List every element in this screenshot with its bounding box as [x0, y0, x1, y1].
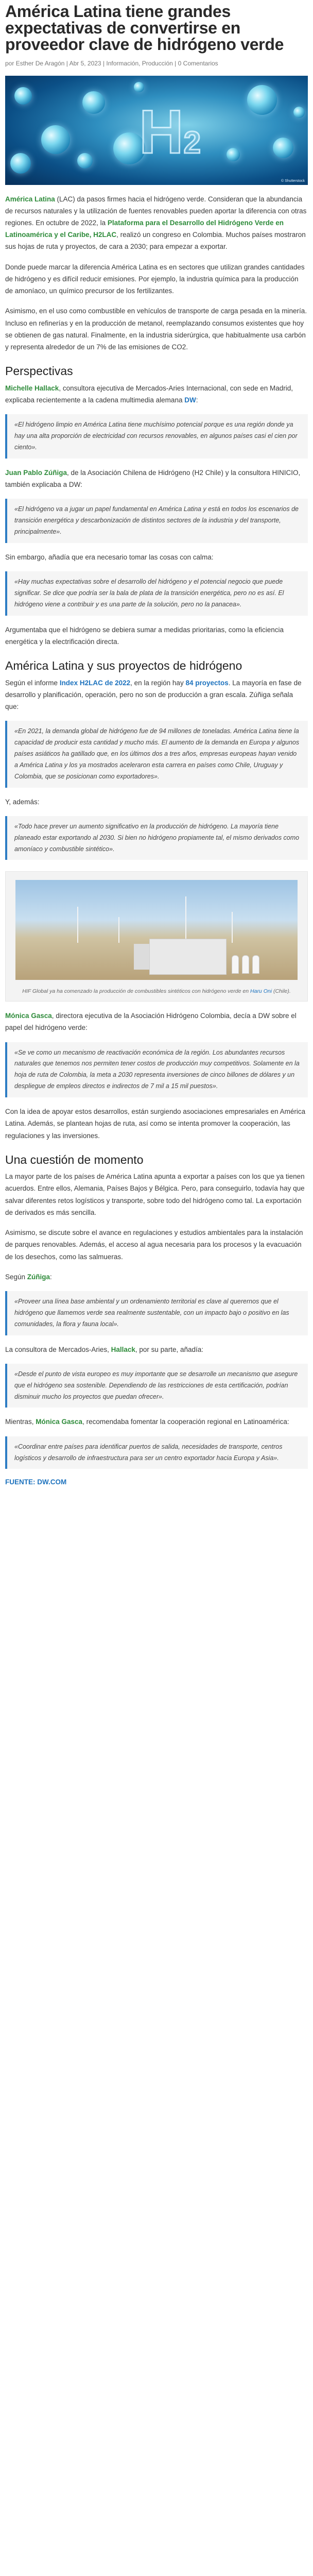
section-heading: Una cuestión de momento [5, 1153, 144, 1166]
paragraph: Asimismo, se discute sobre el avance en regulaciones y estudios ambientales para la instalación de parques renovables. Además, el acceso al agua necesaria para los procesos y la evacuación de los desechos, como las salmueras. [5, 1229, 303, 1261]
link-index-h2lac[interactable]: Index H2LAC de 2022 [59, 679, 131, 687]
author-link[interactable]: Esther De Aragón [15, 60, 65, 67]
quote-block: «El hidrógeno va a jugar un papel fundamental en América Latina y está en todos los escenarios de transición energética y descarbonización de distintos sectores de la industria y del transporte, principalmente». [5, 499, 308, 543]
quote-block: «Se ve como un mecanismo de reactivación económica de la región. Los abundantes recursos naturales que tenemos nos permiten tener costos de producción muy competitivos. Solamente en la hoja de ruta de Colombia, la meta a 2030 representa inversiones de cinco billones de dólares y un despliegue de empleos directos e indirectos de 7 mil a 15 mil puestos». [5, 1042, 308, 1098]
paragraph: Según el informe Index H2LAC de 2022, en la región hay 84 proyectos. La mayoría en fase de desarrollo y planificación, operación, pero no son de producción a gran escala. Zúñiga señala que: [5, 679, 302, 710]
paragraph: Argumentaba que el hidrógeno se debiera sumar a medidas prioritarias, como la eficiencia energética y la electrificación directa. [5, 625, 284, 646]
link-michelle-hallack[interactable]: Michelle Hallack [5, 384, 59, 392]
link-haru-oni[interactable]: Haru Oni [250, 988, 272, 995]
paragraph: Juan Pablo Zúñiga, de la Asociación Chilena de Hidrógeno (H2 Chile) y la consultora HINICIO, también explicaba a DW: [5, 468, 301, 488]
figure-caption: HIF Global ya ha comenzado la producción de combustibles sintéticos con hidrógeno verde en Haru Oni (Chile). [22, 988, 291, 995]
paragraph: Mientras, Mónica Gasca, recomendaba fomentar la cooperación regional en Latinoamérica: [5, 1418, 289, 1426]
paragraph: La mayor parte de los países de América Latina apunta a exportar a países con los que ya tienen acuerdos. Entre ellos, Alemania, Países Bajos y Bélgica. Pero, para conseguirlo, todavía hay que salvar diferentes retos logísticos y transporte, sobre todo del hidrógeno como tal. La exportación de derivados es más sencilla. [5, 1173, 305, 1216]
link-monica-gasca[interactable]: Mónica Gasca [5, 1012, 52, 1020]
paragraph: Sin embargo, añadía que era necesario tomar las cosas con calma: [5, 553, 214, 561]
publish-date: Abr 5, 2023 [69, 60, 101, 67]
link-zuniga[interactable]: Zúñiga [27, 1273, 50, 1281]
paragraph: Y, además: [5, 798, 40, 806]
article-title: América Latina tiene grandes expectativas de convertirse en proveedor clave de hidrógeno verde [5, 2, 284, 54]
section-heading: América Latina y sus proyectos de hidrógeno [5, 659, 242, 673]
paragraph: América Latina (LAC) da pasos firmes hacia el hidrógeno verde. Consideran que la abundancia de recursos naturales y la utilización de fuentes renovables pueden aportar la diferencia con otras regiones. En octubre de 2022, la Plataforma para el Desarrollo del Hidrógeno Verde en Latinoamérica y el Caribe, H2LAC, realizó un congreso en Colombia. Muchos países mostraron sus hojas de ruta y proyectos, de cara a 2030; para empezar a exportar. [5, 195, 307, 251]
quote-block: «El hidrógeno limpio en América Latina tiene muchísimo potencial porque es una región donde ya hay una alta proporción de electricidad con recursos renovables, en algunos países casi el cien por ciento». [5, 414, 308, 459]
h2-symbol-graphic: H2 [139, 97, 201, 166]
quote-block: «Coordinar entre países para identificar puertos de salida, necesidades de transporte, centros logísticos y desarrollo de infraestructura para ser un centro exportador hacia Europa y Asia». [5, 1436, 308, 1469]
figure [5, 871, 308, 1002]
paragraph: Asimismo, en el uso como combustible en vehículos de transporte de carga pesada en la minería. Incluso en refinerías y en la producción de metanol, reemplazando consumos existentes que hoy se obtienen de gas natural. Finalmente, en la industria siderúrgica, que habitualmente usa carbón y representa alrededor de un 7% de las emisiones de CO2. [5, 307, 307, 351]
paragraph: Mónica Gasca, directora ejecutiva de la Asociación Hidrógeno Colombia, decía a DW sobre el papel del hidrógeno verde: [5, 1012, 297, 1032]
section-heading: Perspectivas [5, 364, 73, 378]
quote-block: «Proveer una línea base ambiental y un ordenamiento territorial es clave al querernos que el hidrógeno que llamemos verde sea realmente sustentable, con un impacto bajo o positivo en las comunidades, la flora y fauna local». [5, 1291, 308, 1335]
link-america-latina[interactable]: América Latina [5, 195, 55, 203]
quote-block: «Desde el punto de vista europeo es muy importante que se desarrolle un mecanismo que asegure que el hidrógeno sea sostenible. Dependiendo de las restricciones de esta certificación, podrían disminuir mucho los proyectos que puedan ofrecer». [5, 1364, 308, 1408]
quote-block: «En 2021, la demanda global de hidrógeno fue de 94 millones de toneladas. América Latina tiene la capacidad de producir esta cantidad y mucho más. El aumento de la demanda en Europa y algunos países asiáticos ha gatillado que, en los últimos dos a tres años, empresas europeas hayan venido a América Latina y los ya mostrados aceleraron esta carrera en países como Chile, Uruguay y Colombia, que se posicionan como exportadores». [5, 721, 308, 787]
wind-turbines-photo [15, 880, 298, 980]
category-links[interactable]: Información, Producción [106, 60, 173, 67]
quote-block: «Hay muchas expectativas sobre el desarrollo del hidrógeno y el potencial negocio que puede significar. Se dice que podría ser la bala de plata de la transición energética, pero no es así. El hidrógeno viene a contribuir y es una parte de la solución, pero no la panacea». [5, 571, 308, 616]
quote-block: «Todo hace prever un aumento significativo en la producción de hidrógeno. La mayoría tiene planeado estar exportando al 2030. Si bien no hidrógeno propiamente tal, el mismo derivados como amoníaco y combustible sintético». [5, 816, 308, 860]
link-source-dw[interactable]: DW.COM [37, 1478, 67, 1486]
link-juan-pablo-zuniga[interactable]: Juan Pablo Zúñiga [5, 468, 67, 477]
link-hallack[interactable]: Hallack [111, 1345, 135, 1353]
hero-credit: © Shutterstock [281, 179, 305, 183]
link-84-proyectos[interactable]: 84 proyectos [185, 679, 229, 687]
paragraph: Donde puede marcar la diferencia América Latina es en sectores que utilizan grandes cantidades de hidrógeno y es difícil reducir emisiones. Por ejemplo, la industria química para la producción de amoníaco, un químico precursor de los fertilizantes. [5, 263, 305, 295]
paragraph: Según Zúñiga: [5, 1273, 52, 1281]
link-h2lac[interactable]: Plataforma para el Desarrollo del Hidrógeno Verde en Latinoamérica y el Caribe, H2LAC [5, 219, 284, 239]
comments-link[interactable]: 0 Comentarios [178, 60, 218, 67]
link-dw[interactable]: DW [184, 396, 196, 404]
paragraph: Con la idea de apoyar estos desarrollos, están surgiendo asociaciones empresariales en América Latina. Además, se plantean hojas de ruta, así como se intenta promover la cooperación, las regulaciones y las inversiones. [5, 1108, 306, 1140]
hero-image-h2-bubbles [5, 76, 308, 185]
link-monica-gasca-2[interactable]: Mónica Gasca [36, 1418, 83, 1426]
source-line: FUENTE: DW.COM [5, 1478, 67, 1486]
paragraph: Michelle Hallack, consultora ejecutiva de Mercados-Aries Internacional, con sede en Madrid, explicaba recientemente a la cadena multimedia alemana DW: [5, 384, 293, 404]
paragraph: La consultora de Mercados-Aries, Hallack, por su parte, añadía: [5, 1345, 203, 1353]
article-meta: por Esther De Aragón | Abr 5, 2023 | Información, Producción | 0 Comentarios [5, 60, 218, 67]
meta-prefix: por [5, 60, 14, 67]
